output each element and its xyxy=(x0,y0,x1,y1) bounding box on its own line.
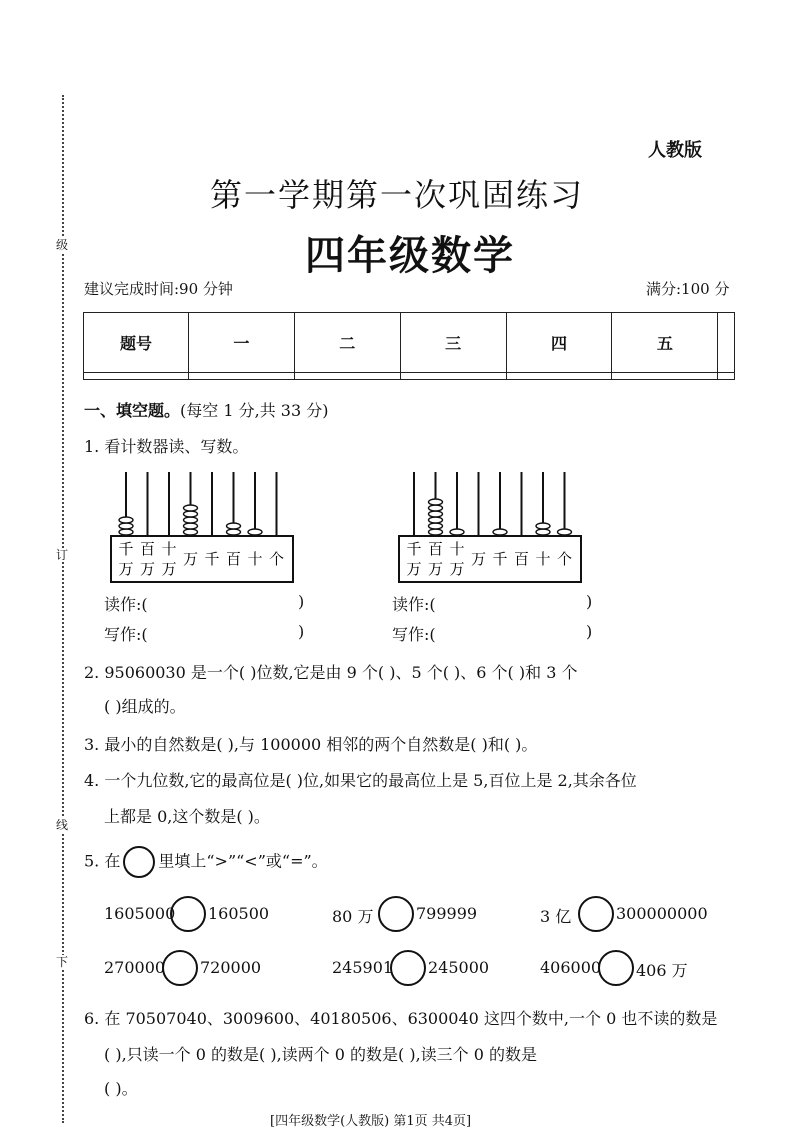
score-table xyxy=(83,312,735,380)
compare-right-1: 160500 xyxy=(208,904,270,923)
score-cell[interactable] xyxy=(294,373,400,380)
answer-circle-example xyxy=(123,846,155,878)
question-3: 3. 最小的自然数是( ),与 100000 相邻的两个自然数是( )和( )。 xyxy=(84,735,538,754)
place-label: 万 xyxy=(449,560,465,578)
place-label: 千 xyxy=(406,540,422,558)
abacus-bead xyxy=(184,517,198,523)
score-cell[interactable] xyxy=(506,373,612,380)
place-label: 百 xyxy=(427,540,444,558)
full-score-label: 满分:100 分 xyxy=(646,280,730,298)
place-label: 万 xyxy=(406,560,422,578)
compare-circle-5[interactable] xyxy=(390,950,426,986)
q1-right-read-label: 读作:( xyxy=(392,595,436,614)
compare-circle-6[interactable] xyxy=(598,950,634,986)
score-cell[interactable] xyxy=(189,373,295,380)
q1-right-read-close: ) xyxy=(586,592,593,611)
score-header-cell: 三 xyxy=(400,313,506,373)
q5-suffix: 里填上“>”“<”或“=”。 xyxy=(158,851,328,871)
abacus-bead xyxy=(536,529,550,535)
q5-prefix: 5. 在 xyxy=(84,851,121,871)
place-label: 个 xyxy=(268,550,285,568)
place-label: 千 xyxy=(118,540,134,558)
place-label: 万 xyxy=(427,560,444,578)
abacus-bead xyxy=(184,523,198,529)
place-label: 十 xyxy=(449,540,465,558)
place-label: 百 xyxy=(139,540,156,558)
score-header-cell: 四 xyxy=(506,313,612,373)
abacus-bead xyxy=(119,529,133,535)
compare-left-6: 406000 xyxy=(540,958,602,977)
q1-right-write-close: ) xyxy=(586,622,593,641)
place-label: 千 xyxy=(204,550,220,568)
score-cell[interactable] xyxy=(612,373,718,380)
abacus-right xyxy=(396,466,596,586)
abacus-bead xyxy=(429,505,443,511)
compare-circle-2[interactable] xyxy=(378,896,414,932)
binding-char-4: 下 xyxy=(56,955,69,969)
place-label: 十 xyxy=(535,550,551,568)
score-header-cell: 一 xyxy=(189,313,295,373)
section-1-title: 一、填空题。 xyxy=(84,401,181,420)
binding-char-3: 线 xyxy=(56,818,69,832)
exam-title: 四年级数学 xyxy=(305,233,515,279)
compare-right-3: 300000000 xyxy=(616,904,708,923)
compare-left-4: 270000 xyxy=(104,958,166,977)
abacus-bead xyxy=(227,523,241,529)
question-4-line-1: 4. 一个九位数,它的最高位是( )位,如果它的最高位上是 5,百位上是 2,其余各位 xyxy=(84,771,637,790)
question-4-line-2: 上都是 0,这个数是( )。 xyxy=(104,807,270,826)
page-footer: [四年级数学(人教版) 第1页 共4页] xyxy=(270,1114,472,1129)
compare-left-1: 1605000 xyxy=(104,904,176,923)
question-2-line-1: 2. 95060030 是一个( )位数,它是由 9 个( )、5 个( )、6 个( )和 3 个 xyxy=(84,663,578,682)
section-1-note: (每空 1 分,共 33 分) xyxy=(180,401,329,420)
binding-char-1: 级 xyxy=(56,238,69,252)
question-6-line-2: ( ),只读一个 0 的数是( ),读两个 0 的数是( ),读三个 0 的数是 xyxy=(104,1045,538,1064)
place-label: 个 xyxy=(556,550,573,568)
abacus-bead xyxy=(184,529,198,535)
q1-left-read-close: ) xyxy=(298,592,305,611)
q1-left-write-close: ) xyxy=(298,622,305,641)
question-1: 1. 看计数器读、写数。 xyxy=(84,437,249,456)
question-2-line-2: ( )组成的。 xyxy=(104,697,186,716)
compare-circle-1[interactable] xyxy=(170,896,206,932)
abacus-bead xyxy=(429,529,443,535)
q1-right-write-label: 写作:( xyxy=(392,625,436,644)
score-cell[interactable] xyxy=(718,373,735,380)
abacus-bead xyxy=(558,529,572,535)
abacus-left xyxy=(108,466,308,586)
place-label: 万 xyxy=(182,550,199,568)
score-header-cell: 题号 xyxy=(84,313,189,373)
place-label: 十 xyxy=(247,550,263,568)
compare-circle-3[interactable] xyxy=(578,896,614,932)
abacus-bead xyxy=(227,529,241,535)
exam-subtitle: 第一学期第一次巩固练习 xyxy=(209,176,584,214)
place-label: 万 xyxy=(139,560,156,578)
place-label: 十 xyxy=(161,540,177,558)
question-5 xyxy=(84,846,328,878)
compare-left-2: 80 万 xyxy=(332,907,374,926)
edition-label: 人教版 xyxy=(648,140,702,161)
place-label: 万 xyxy=(161,560,177,578)
place-label: 百 xyxy=(225,550,242,568)
compare-right-5: 245000 xyxy=(428,958,490,977)
compare-circle-4[interactable] xyxy=(162,950,198,986)
score-table-entry-row xyxy=(84,373,735,380)
abacus-bead xyxy=(429,511,443,517)
question-6-line-1: 6. 在 70507040、3009600、40180506、6300040 这四个数中,一个 0 也不读的数是 xyxy=(84,1009,718,1028)
score-header-cell: 二 xyxy=(294,313,400,373)
place-label: 百 xyxy=(513,550,530,568)
place-label: 万 xyxy=(118,560,134,578)
score-cell[interactable] xyxy=(84,373,189,380)
abacus-bead xyxy=(184,505,198,511)
score-header-cell xyxy=(718,313,735,373)
abacus-bead xyxy=(184,511,198,517)
abacus-bead xyxy=(429,523,443,529)
abacus-bead xyxy=(493,529,507,535)
question-6-line-3: ( )。 xyxy=(104,1079,138,1098)
place-label: 万 xyxy=(470,550,487,568)
abacus-bead xyxy=(248,529,262,535)
compare-right-6: 406 万 xyxy=(636,961,688,980)
compare-left-3: 3 亿 xyxy=(540,907,572,926)
abacus-bead xyxy=(429,499,443,505)
place-label: 千 xyxy=(492,550,508,568)
abacus-bead xyxy=(119,517,133,523)
abacus-bead xyxy=(450,529,464,535)
binding-char-2: 订 xyxy=(56,548,69,562)
compare-right-4: 720000 xyxy=(200,958,262,977)
score-cell[interactable] xyxy=(400,373,506,380)
abacus-bead xyxy=(429,517,443,523)
time-label: 建议完成时间:90 分钟 xyxy=(84,280,233,298)
abacus-bead xyxy=(536,523,550,529)
compare-left-5: 245901 xyxy=(332,958,394,977)
score-header-cell: 五 xyxy=(612,313,718,373)
abacus-frame xyxy=(399,536,581,582)
abacus-bead xyxy=(119,523,133,529)
compare-right-2: 799999 xyxy=(416,904,478,923)
score-table-header-row xyxy=(84,313,735,373)
q1-left-read-label: 读作:( xyxy=(104,595,148,614)
abacus-frame xyxy=(111,536,293,582)
q1-left-write-label: 写作:( xyxy=(104,625,148,644)
section-1-heading xyxy=(84,398,328,421)
